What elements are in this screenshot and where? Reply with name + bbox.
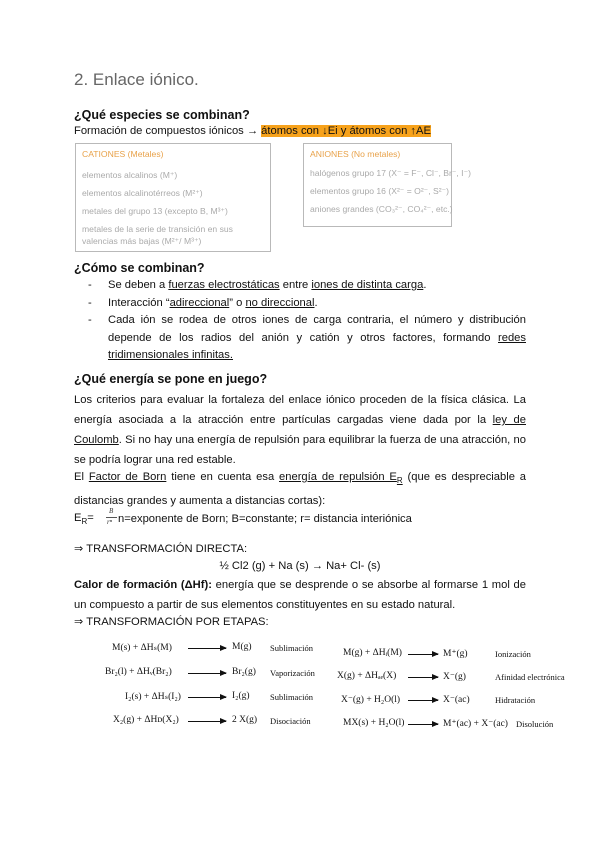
reaction-rhs: 2 X(g) xyxy=(232,715,258,725)
reaction-label: Disolución xyxy=(516,719,554,729)
coulomb-link[interactable]: ley de Coulomb xyxy=(74,414,526,446)
cation-item: elementos alcalinotérreos (M²⁺) xyxy=(82,188,203,198)
direct-equation: ½ Cl2 (g) + Na (s) → Na+ Cl- (s) xyxy=(219,560,381,572)
reaction-rhs: X⁻(g) xyxy=(443,672,466,682)
anion-item: elementos grupo 16 (X²⁻ = O²⁻, S²⁻) xyxy=(310,186,449,196)
page-title: 2. Enlace iónico. xyxy=(74,70,199,89)
reaction-label: Sublimación xyxy=(270,643,313,653)
arrow-icon xyxy=(188,648,226,649)
heading-species: ¿Qué especies se combinan? xyxy=(74,108,250,122)
reaction-lhs: Br₂(l) + ΔHᵥ(Br₂) xyxy=(105,667,172,677)
reaction-label: Hidratación xyxy=(495,695,536,705)
reaction-rhs: M(g) xyxy=(232,642,252,652)
reaction-rhs: M⁺(ac) + X⁻(ac) xyxy=(443,719,508,729)
stages-title: ⇒ TRANSFORMACIÓN POR ETAPAS: xyxy=(74,616,269,628)
formation-heat-definition: Calor de formación (ΔHf): energía que se desprende o se absorbe al formarse 1 mol de un compuesto a partir de sus elementos constituyentes en su estado natural. xyxy=(74,579,526,611)
arrow-icon xyxy=(408,654,438,655)
direct-title: ⇒ TRANSFORMACIÓN DIRECTA: xyxy=(74,543,248,555)
reaction-lhs: X⁻(g) + H₂O(l) xyxy=(341,695,401,705)
paragraph-coulomb: Los criterios para evaluar la fortaleza del enlace iónico proceden de la física clásica. La energía asociada a la atracción entre partículas cargadas viene dada por la ley de Coulomb. Si no hay una energía de repulsión para equilibrar la fuerza de una atracción, no se podría lograr una red estable. xyxy=(74,394,526,466)
list-item: - Cada ión se rodea de otros iones de carga contraria, el número y distribución depende de los radios del anión y catión y otros factores, formando redes tridimensionales infinitas. xyxy=(74,312,526,365)
arrow-icon xyxy=(188,721,226,722)
reaction-rhs: M⁺(g) xyxy=(443,649,468,659)
anion-item: halógenos grupo 17 (X⁻ = F⁻, Cl⁻, Br⁻, I⁻) xyxy=(310,168,471,178)
anions-header: ANIONES (No metales) xyxy=(310,149,401,159)
reaction-label: Disociación xyxy=(270,716,311,726)
combine-list xyxy=(74,277,526,365)
cations-header: CATIONES (Metales) xyxy=(82,149,164,159)
anion-item: aniones grandes (CO₃²⁻, CO₄²⁻, etc.) xyxy=(310,204,453,214)
formula-denominator: rⁿ xyxy=(107,518,112,526)
reaction-rhs: I₂(g) xyxy=(232,691,250,701)
anions-box xyxy=(303,143,471,227)
heading-energy: ¿Qué energía se pone en juego? xyxy=(74,372,268,386)
highlight-text: átomos con ↓Ei y átomos con ↑AE xyxy=(261,125,431,137)
formula-description: n=exponente de Born; B=constante; r= distancia interiónica xyxy=(118,513,412,525)
reaction-label: Sublimación xyxy=(270,692,313,702)
cation-item: elementos alcalinos (M⁺) xyxy=(82,170,178,180)
reaction-lhs: M(s) + ΔHₛ(M) xyxy=(112,643,172,653)
list-item: - Se deben a fuerzas electrostáticas entre iones de distinta carga. xyxy=(74,277,526,295)
reaction-lhs: X(g) + ΔHₐₑ(X) xyxy=(337,671,397,681)
cation-item: metales de la serie de transición en sus xyxy=(82,224,233,234)
list-item: - Interacción “adireccional” o no direccional. xyxy=(74,295,526,313)
reaction-rhs: X⁻(ac) xyxy=(443,695,470,705)
reaction-label: Ionización xyxy=(495,649,531,659)
reaction-label: Afinidad electrónica xyxy=(495,672,565,682)
cation-item: valencias más bajas (M²⁺/ M³⁺) xyxy=(82,236,202,246)
reaction-lhs: MX(s) + H₂O(l) xyxy=(343,718,405,728)
reaction-label: Vaporización xyxy=(270,668,315,678)
cation-item: metales del grupo 13 (excepto B, M³⁺) xyxy=(82,206,228,216)
arrow-icon xyxy=(188,697,226,698)
reaction-rhs: Br₂(g) xyxy=(232,667,256,677)
paragraph-born: El Factor de Born tiene en cuenta esa energía de repulsión $E_R$ (que es despreciable a distancias grandes y aumenta a distancias cortas): xyxy=(74,471,527,508)
cations-box xyxy=(75,143,271,252)
heading-combine: ¿Cómo se combinan? xyxy=(74,261,205,275)
arrow-icon xyxy=(408,677,438,678)
reaction-lhs: I₂(s) + ΔHₛ(I₂) xyxy=(125,692,181,702)
reaction-lhs: X₂(g) + ΔHᴅ(X₂) xyxy=(113,715,179,725)
reaction-lhs: M(g) + ΔHᵢ(M) xyxy=(343,648,402,658)
formula-numerator: B xyxy=(109,507,114,515)
arrow-icon xyxy=(408,724,438,725)
formation-line: Formación de compuestos iónicos → átomos con ↓Ei y átomos con ↑AE xyxy=(74,125,431,137)
arrow-icon xyxy=(188,673,226,674)
arrow-icon xyxy=(408,700,438,701)
born-formula: $E_R=$ xyxy=(74,512,94,527)
